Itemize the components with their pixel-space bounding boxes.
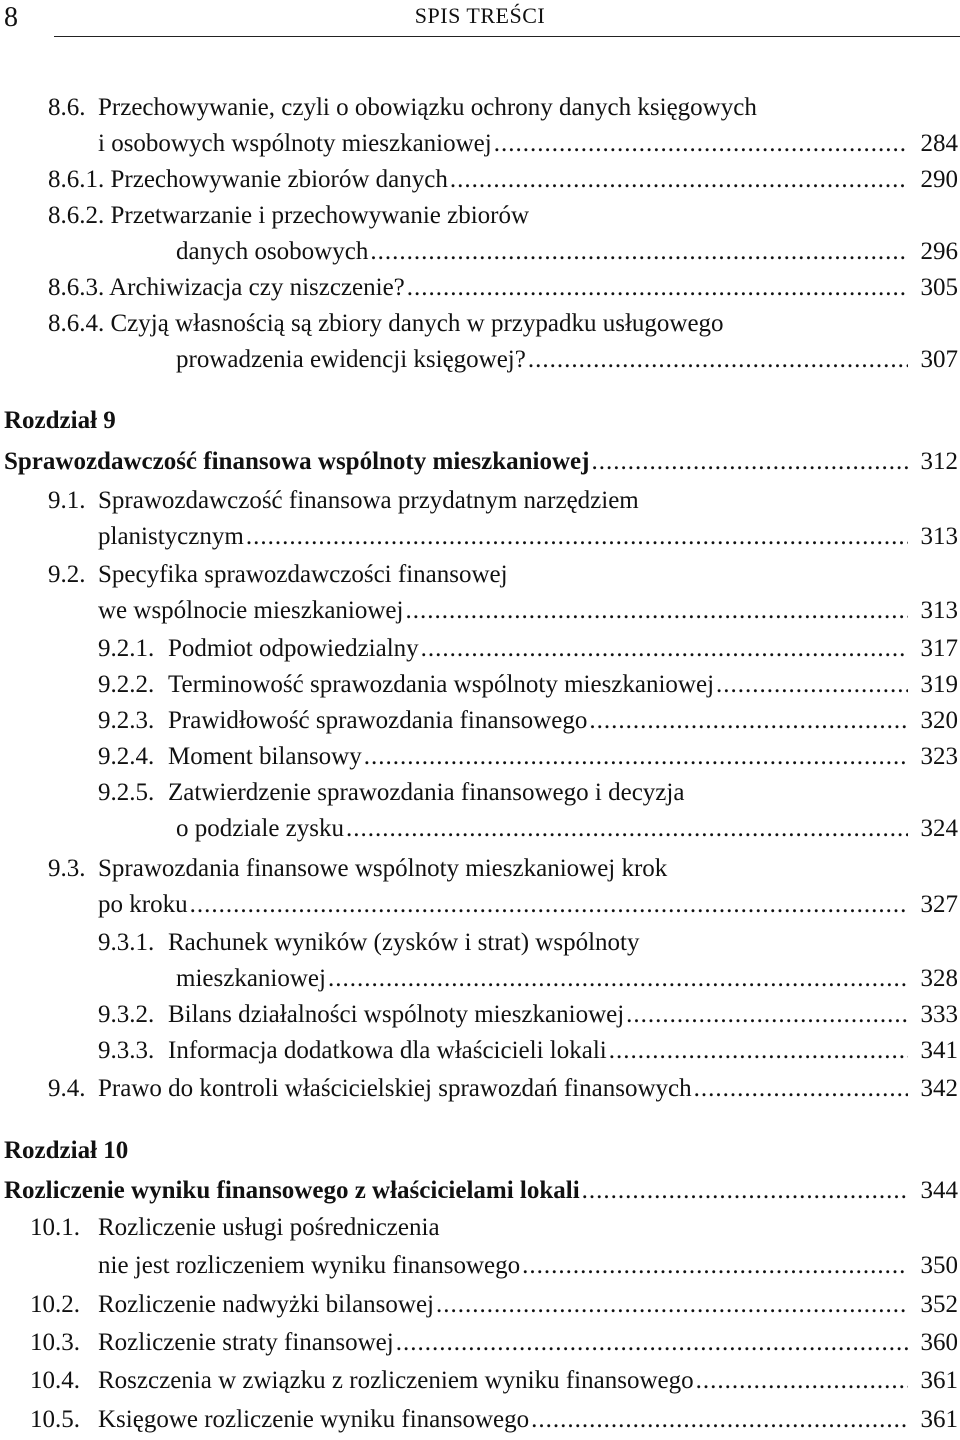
toc-entry[interactable] — [0, 126, 960, 162]
page-number: 8 — [4, 2, 18, 33]
toc-entry-title: Przechowywanie, czyli o obowiązku ochrony danych księgowych — [98, 94, 757, 121]
toc-entry[interactable] — [0, 1173, 960, 1209]
toc-page-number: 360 — [920, 1329, 958, 1356]
toc-entry-title: Rozliczenie nadwyżki bilansowej — [98, 1291, 434, 1318]
toc-page-number: 313 — [920, 597, 958, 624]
toc-page-number: 324 — [920, 815, 958, 842]
toc-entry-number: 9.2.2. — [98, 671, 155, 698]
toc-page-number: 320 — [920, 707, 958, 734]
toc-entry-title: prowadzenia ewidencji księgowej? — [176, 346, 526, 373]
dot-leader — [421, 631, 908, 667]
dot-leader — [364, 739, 908, 775]
toc-entry-number: 8.6. — [48, 94, 86, 121]
dot-leader — [405, 593, 908, 629]
dot-leader — [531, 1402, 908, 1438]
toc-entry-title: o podziale zysku — [176, 815, 345, 842]
toc-entry-number: 10.1. — [30, 1214, 80, 1241]
toc-entry[interactable] — [0, 403, 960, 439]
toc-entry-title: Sprawozdawczość finansowa przydatnym narzędziem — [98, 487, 639, 514]
toc-entry[interactable] — [0, 1402, 960, 1438]
dot-leader — [370, 234, 908, 270]
toc-entry-number: 10.4. — [30, 1367, 80, 1394]
toc-entry-title: mieszkaniowej — [176, 965, 326, 992]
dot-leader — [436, 1287, 908, 1323]
toc-entry-title: 8.6.4. Czyją własnością są zbiory danych w przypadku usługowego — [48, 310, 724, 337]
toc-entry-number: 10.3. — [30, 1329, 80, 1356]
toc-entry[interactable] — [0, 306, 960, 342]
toc-page-number: 312 — [920, 448, 958, 475]
toc-entry-title: 8.6.2. Przetwarzanie i przechowywanie zbiorów — [48, 202, 530, 229]
dot-leader — [716, 667, 908, 703]
toc-entry-title: Bilans działalności wspólnoty mieszkaniowej — [168, 1001, 625, 1028]
running-title: SPIS TREŚCI — [414, 3, 546, 28]
toc-page-number: 361 — [920, 1367, 958, 1394]
toc-entry-title: Podmiot odpowiedzialny — [168, 635, 419, 662]
dot-leader — [407, 270, 908, 306]
toc-entry-title: Specyfika sprawozdawczości finansowej — [98, 561, 508, 588]
toc-entry[interactable] — [0, 887, 960, 923]
toc-page-number: 319 — [920, 671, 958, 698]
toc-entry-number: 10.5. — [30, 1406, 80, 1433]
chapter-heading: Sprawozdawczość finansowa wspólnoty mieszkaniowej — [4, 448, 590, 475]
toc-entry[interactable] — [0, 997, 960, 1033]
toc-page-number: 344 — [920, 1177, 958, 1204]
toc-entry[interactable] — [0, 667, 960, 703]
toc-page-number: 327 — [920, 891, 958, 918]
toc-entry[interactable] — [0, 519, 960, 555]
toc-entry-number: 9.1. — [48, 487, 86, 514]
header-rule — [54, 36, 960, 37]
dot-leader — [346, 811, 908, 847]
dot-leader — [396, 1325, 908, 1361]
toc-page-number: 313 — [920, 523, 958, 550]
dot-leader — [190, 887, 908, 923]
toc-entry-number: 9.2.4. — [98, 743, 155, 770]
dot-leader — [582, 1173, 908, 1209]
toc-entry[interactable] — [0, 1033, 960, 1069]
toc-entry-number: 9.2.3. — [98, 707, 155, 734]
toc-page-number: 307 — [920, 346, 958, 373]
toc-entry-title: nie jest rozliczeniem wyniku finansowego — [98, 1252, 521, 1279]
dot-leader — [328, 961, 908, 997]
toc-entry-title: Sprawozdania finansowe wspólnoty mieszkaniowej krok — [98, 855, 668, 882]
toc-entry-number: 9.2.1. — [98, 635, 155, 662]
toc-entry[interactable] — [0, 1363, 960, 1399]
toc-entry-title: Terminowość sprawozdania wspólnoty mieszkaniowej — [168, 671, 715, 698]
toc-entry[interactable] — [0, 1287, 960, 1323]
dot-leader — [528, 342, 908, 378]
toc-entry[interactable] — [0, 557, 960, 593]
toc-page-number: 328 — [920, 965, 958, 992]
dot-leader — [609, 1033, 908, 1069]
toc-entry-title: Rozliczenie straty finansowej — [98, 1329, 394, 1356]
toc-entry-number: 9.3.1. — [98, 929, 155, 956]
page-header — [0, 0, 960, 40]
toc-entry-title: Zatwierdzenie sprawozdania finansowego i decyzja — [168, 779, 685, 806]
toc-entry-title: i osobowych wspólnoty mieszkaniowej — [98, 130, 492, 157]
toc-page-number: 333 — [920, 1001, 958, 1028]
toc-entry[interactable] — [0, 1133, 960, 1169]
chapter-heading: Rozliczenie wyniku finansowego z właścicielami lokali — [4, 1177, 580, 1204]
toc-entry-number: 9.2. — [48, 561, 86, 588]
dot-leader — [696, 1363, 908, 1399]
toc-page-number: 305 — [920, 274, 958, 301]
toc-entry[interactable] — [0, 90, 960, 126]
toc-entry[interactable] — [0, 1325, 960, 1361]
toc-entry-title: Prawidłowość sprawozdania finansowego — [168, 707, 588, 734]
dot-leader — [626, 997, 908, 1033]
toc-entry[interactable] — [0, 775, 960, 811]
toc-entry[interactable] — [0, 162, 960, 198]
toc-entry-title: Księgowe rozliczenie wyniku finansowego — [98, 1406, 530, 1433]
dot-leader — [494, 126, 908, 162]
toc-entry[interactable] — [0, 270, 960, 306]
toc-entry-title: po kroku — [98, 891, 188, 918]
toc-page-number: 342 — [920, 1075, 958, 1102]
toc-page-number: 361 — [920, 1406, 958, 1433]
toc-entry-title: Prawo do kontroli właścicielskiej sprawozdań finansowych — [98, 1075, 692, 1102]
toc-entry[interactable] — [0, 593, 960, 629]
chapter-heading: Rozdział 10 — [4, 1137, 129, 1164]
toc-entry-number: 10.2. — [30, 1291, 80, 1318]
dot-leader — [450, 162, 908, 198]
toc-entry[interactable] — [0, 1248, 960, 1284]
toc-entry-title: Rachunek wyników (zysków i strat) wspólnoty — [168, 929, 640, 956]
toc-entry[interactable] — [0, 1071, 960, 1107]
toc-entry[interactable] — [0, 1210, 960, 1246]
toc-entry-title: Rozliczenie usługi pośredniczenia — [98, 1214, 440, 1241]
dot-leader — [522, 1248, 908, 1284]
toc-entry[interactable] — [0, 811, 960, 847]
toc-page-number: 284 — [920, 130, 958, 157]
toc-entry-number: 9.2.5. — [98, 779, 155, 806]
toc-entry[interactable] — [0, 198, 960, 234]
toc-entry-number: 9.4. — [48, 1075, 86, 1102]
toc-page-number: 323 — [920, 743, 958, 770]
toc-page-number: 290 — [920, 166, 958, 193]
toc-page-number: 317 — [920, 635, 958, 662]
toc-entry-number: 9.3.3. — [98, 1037, 155, 1064]
toc-entry[interactable] — [0, 703, 960, 739]
toc-entry[interactable] — [0, 444, 960, 480]
dot-leader — [694, 1071, 908, 1107]
toc-entry-number: 9.3. — [48, 855, 86, 882]
dot-leader — [246, 519, 908, 555]
toc-entry[interactable] — [0, 483, 960, 519]
dot-leader — [589, 703, 908, 739]
toc-entry[interactable] — [0, 342, 960, 378]
toc-entry[interactable] — [0, 631, 960, 667]
toc-entry[interactable] — [0, 925, 960, 961]
dot-leader — [591, 444, 908, 480]
toc-entry[interactable] — [0, 851, 960, 887]
toc-entry-title: 8.6.3. Archiwizacja czy niszczenie? — [48, 274, 405, 301]
toc-entry-title: Informacja dodatkowa dla właścicieli lokali — [168, 1037, 607, 1064]
toc-page-number: 296 — [920, 238, 958, 265]
chapter-heading: Rozdział 9 — [4, 407, 116, 434]
toc-entry[interactable] — [0, 739, 960, 775]
toc-entry-title: danych osobowych — [176, 238, 369, 265]
toc-entry-number: 9.3.2. — [98, 1001, 155, 1028]
toc-page-number: 352 — [920, 1291, 958, 1318]
toc-page-number: 341 — [920, 1037, 958, 1064]
toc-entry[interactable] — [0, 961, 960, 997]
toc-entry-title: 8.6.1. Przechowywanie zbiorów danych — [48, 166, 448, 193]
toc-entry-title: Roszczenia w związku z rozliczeniem wyniku finansowego — [98, 1367, 694, 1394]
toc-page-number: 350 — [920, 1252, 958, 1279]
toc-entry-title: we wspólnocie mieszkaniowej — [98, 597, 404, 624]
toc-entry-title: Moment bilansowy — [168, 743, 362, 770]
toc-entry[interactable] — [0, 234, 960, 270]
toc-entry-title: planistycznym — [98, 523, 244, 550]
